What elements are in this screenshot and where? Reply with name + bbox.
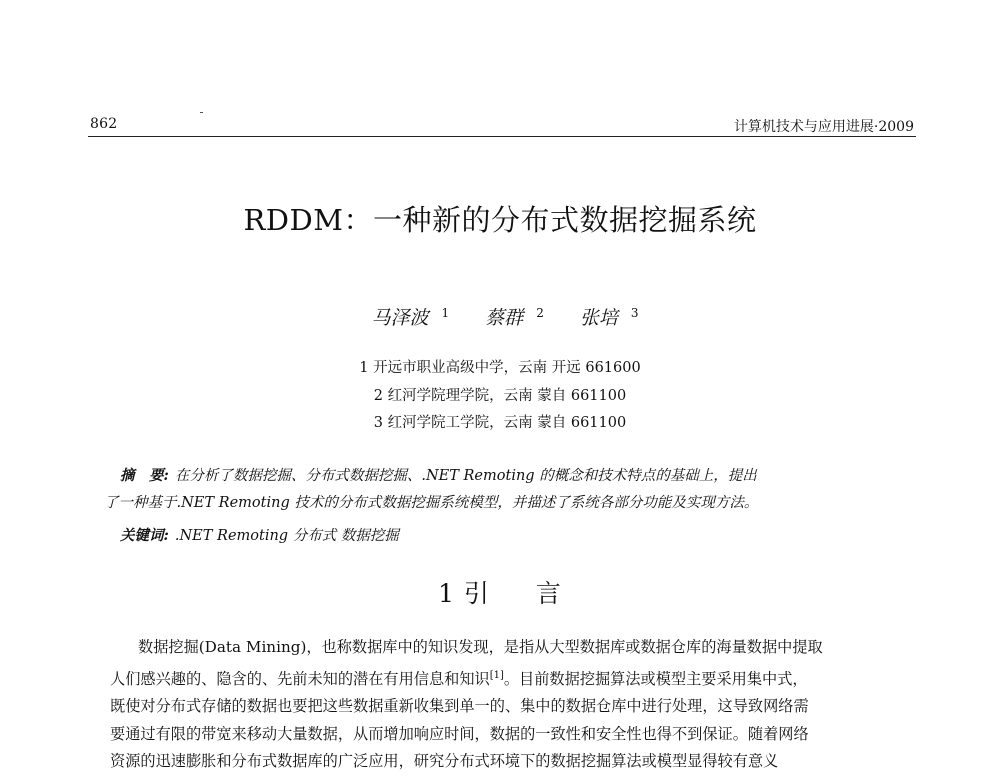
body-line: 人们感兴趣的、隐含的、先前未知的潜在有用信息和知识[1]。目前数据挖掘算法或模型主要采用集中式， xyxy=(110,669,808,688)
affiliation: 2 红河学院理学院，云南 蒙自 661100 xyxy=(373,388,627,404)
body-line: 数据挖掘(Data Mining)，也称数据库中的知识发现，是指从大型数据库或数据仓库的海量数据中提取 xyxy=(138,638,823,656)
paper-title: RDDM：一种新的分布式数据挖掘系统 xyxy=(243,203,757,237)
keywords-label: 关键词: xyxy=(120,527,169,544)
affiliation: 1 开远市职业高级中学，云南 开远 661600 xyxy=(359,360,641,376)
citation: [1] xyxy=(489,669,504,681)
page-number: 862 xyxy=(90,116,118,132)
journal-name: 计算机技术与应用进展·2009 xyxy=(733,119,914,135)
scan-mark xyxy=(200,112,203,113)
body-line: 要通过有限的带宽来移动大量数据，从而增加响应时间，数据的一致性和安全性也得不到保证。随着网络 xyxy=(110,724,809,743)
abstract-label: 摘 要: xyxy=(120,467,169,484)
section-number: 1 引 xyxy=(438,579,490,608)
body-paragraph xyxy=(110,634,910,776)
body-line: 资源的迅速膨胀和分布式数据库的广泛应用，研究分布式环境下的数据挖掘算法或模型显得较有意义 xyxy=(110,752,779,771)
body-line: 既使对分布式存储的数据也要把这些数据重新收集到单一的、集中的数据仓库中进行处理，这导致网络需 xyxy=(110,697,809,716)
author-list xyxy=(0,303,1000,330)
section-title: 言 xyxy=(535,579,562,608)
abstract-line: 了一种基于.NET Remoting 技术的分布式数据挖掘系统模型，并描述了系统各部分功能及实现方法。 xyxy=(104,495,759,511)
abstract xyxy=(104,462,904,517)
section-heading xyxy=(0,574,1000,610)
affiliation: 3 红河学院工学院，云南 蒙自 661100 xyxy=(373,415,627,431)
author: 马泽波 $^1$ xyxy=(371,305,450,329)
header-rule xyxy=(88,136,916,137)
keywords xyxy=(120,524,399,545)
keywords-text: .NET Remoting 分布式 数据挖掘 xyxy=(174,528,399,544)
author: 蔡群 $^2$ xyxy=(485,305,544,329)
abstract-line: 摘 要: 在分析了数据挖掘、分布式数据挖掘、.NET Remoting 的概念和技术特点的基础上，提出 xyxy=(120,467,757,484)
author: 张培 $^3$ xyxy=(579,305,639,329)
